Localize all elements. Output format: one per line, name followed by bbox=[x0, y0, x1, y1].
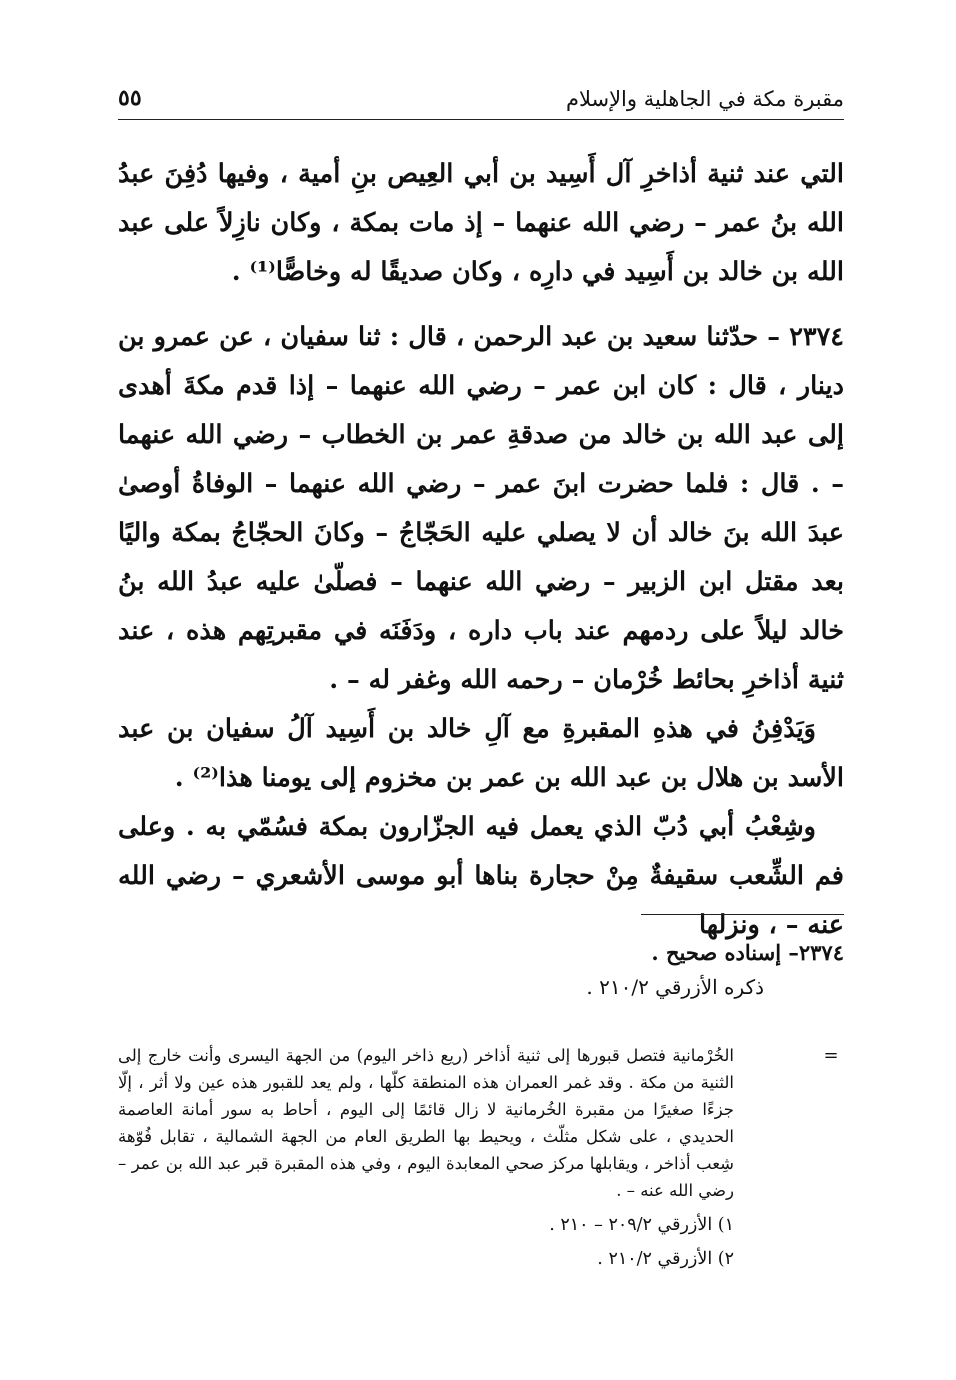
page-header bbox=[118, 72, 844, 120]
continuation-mark: = bbox=[823, 1045, 839, 1066]
footnote-continuation-text: الخُرْمانية فتصل قبورها إلى ثنية أذاخر (ريع ذاخر اليوم) من الجهة اليسرى وأنت خارج إلى الثنية من مكة . وقد غمر العمران هذه المنطقة كلّها ، ولم يعد للقبور هذه عين ولا أثر ، إلّا جزءًا صغيرًا من مقبرة الخُرمانية لا زال قائمًا إلى اليوم ، أحاط به سور أمانة العاصمة الحديدي ، على شكل مثلّث ، ويحيط بها الطريق العام من الجهة الشمالية ، تقابل فُوّهة شِعب أذاخر ، ويقابلها مركز صحي المعابدة اليوم ، وفي هذه المقبرة قبر عبد الله بن عمر – رضي الله عنه – . bbox=[118, 1046, 734, 1200]
main-text bbox=[118, 150, 844, 950]
footnote-2: ٢) الأزرقي ٢١٠/٢ . bbox=[597, 1249, 734, 1269]
footnote-divider bbox=[641, 914, 844, 915]
paragraph-2374: ٢٣٧٤ – حدّثنا سعيد بن عبد الرحمن ، قال : ثنا سفيان ، عن عمرو بن دينار ، قال : كان ابن عمر – رضي الله عنهما – إذا قدم مكةَ أهدى إلى عبد الله بن خالد من صدقةِ عمر بن الخطاب – رضي الله عنهما – . قال : فلما حضرت ابنَ عمر – رضي الله عنهما – الوفاةُ أوصىٰ عبدَ الله بنَ خالد أن لا يصلي عليه الحَجّاجُ – وكانَ الحجّاجُ بمكة واليًا بعد مقتل ابن الزبير – رضي الله عنهما – فصلّىٰ عليه عبدُ الله بنُ خالد ليلاً على ردمهم عند باب داره ، ودَفَنَه في مقبرتِهم هذه ، عند ثنية أذاخرِ بحائط خُرْمان – رحمه الله وغفر له – . bbox=[118, 322, 844, 695]
footnotes bbox=[118, 1042, 844, 1272]
footnote-1: ١) الأزرقي ٢٠٩/٢ – ٢١٠ . bbox=[549, 1215, 734, 1235]
takhrij-text: ذكره الأزرقي ٢١٠/٢ . bbox=[586, 975, 764, 999]
paragraph-3: وَيَدْفِنُ في هذهِ المقبرةِ مع آلِ خالد بن أَسِيد آلُ سفيان بن عبد الأسد بن هلال بن عبد الله بن عمر بن مخزوم إلى يومنا هذا⁽²⁾ . bbox=[118, 714, 844, 793]
paragraph-1: التي عند ثنية أذاخرِ آل أَسِيد بن أبي العِيص بنِ أمية ، وفيها دُفِنَ عبدُ الله بنُ عمر – رضي الله عنهما – إذ مات بمكة ، وكان نازِلاً على عبد الله بن خالد بن أَسِيد في دارِه ، وكان صديقًا له وخاصًّا⁽¹⁾ . bbox=[118, 159, 844, 287]
running-title: مقبرة مكة في الجاهلية والإسلام bbox=[565, 87, 844, 111]
takhrij-heading: ٢٣٧٤– إسناده صحيح . bbox=[651, 940, 844, 965]
footnote-continuation bbox=[118, 1042, 844, 1204]
takhrij-block bbox=[118, 936, 844, 1004]
page-number: ٥٥ bbox=[118, 85, 142, 111]
paragraph-4: وشِعْبُ أبي دُبّ الذي يعمل فيه الجزّارون بمكة فسُمّي به . وعلى فم الشِّعب سقيفةٌ مِنْ حجارة بناها أبو موسى الأشعري – رضي الله عنه – ، ونزلها bbox=[118, 812, 844, 940]
